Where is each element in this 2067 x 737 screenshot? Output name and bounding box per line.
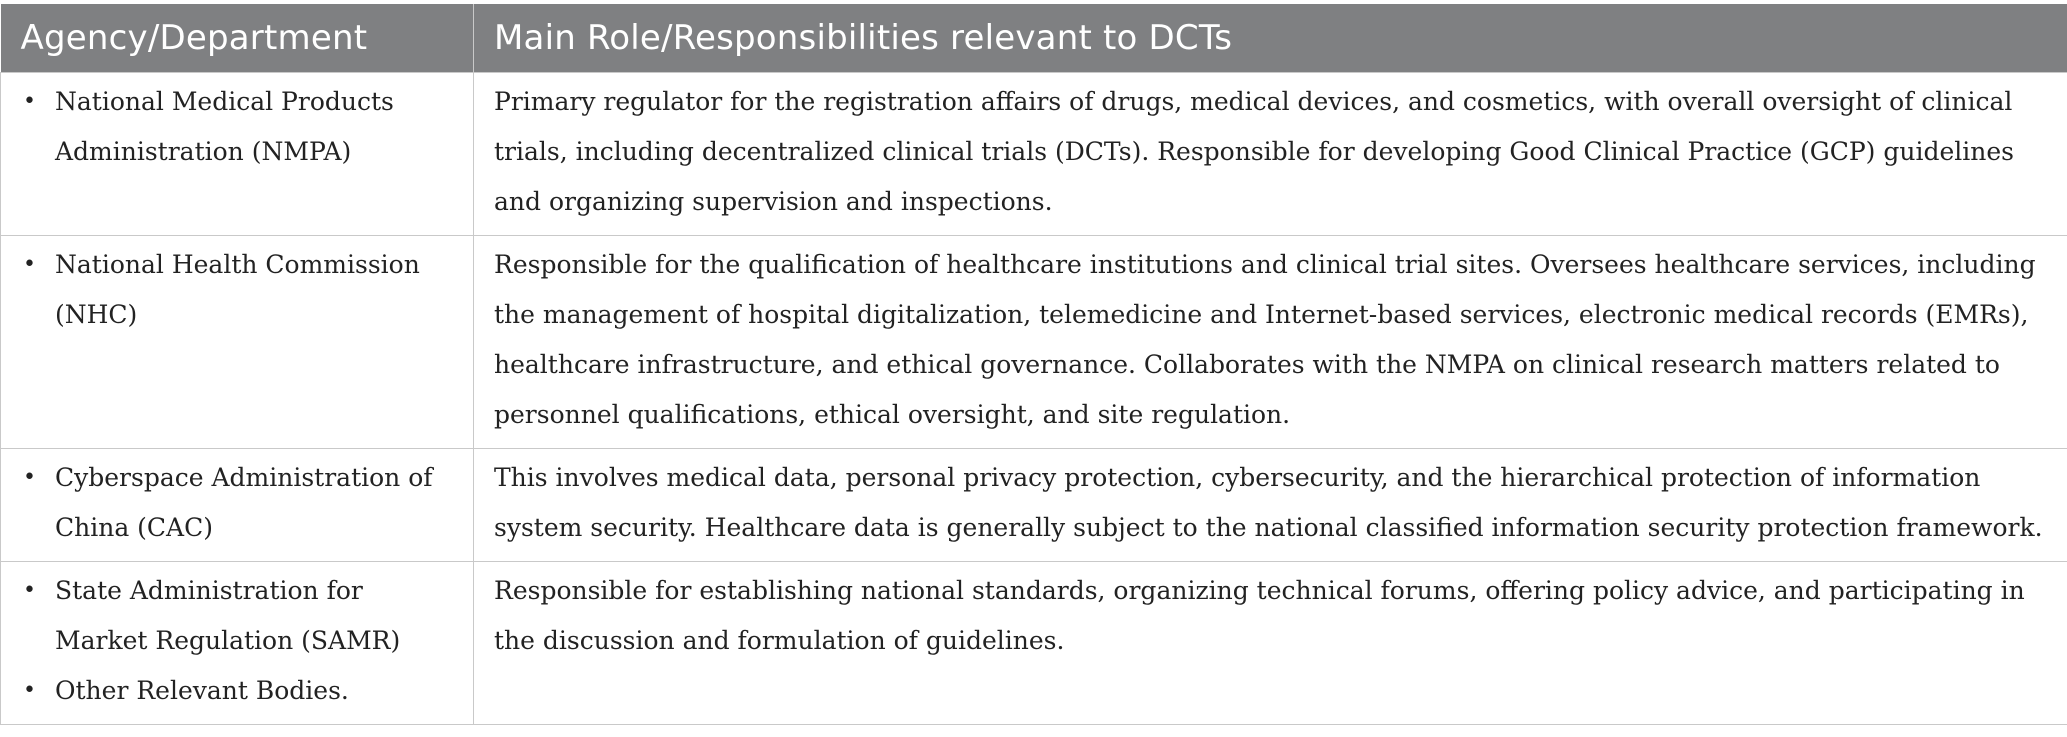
agency-cell — [1, 449, 474, 562]
table-body — [1, 73, 2067, 725]
table-row — [1, 73, 2067, 236]
header-agency: Agency/Department — [1, 4, 474, 73]
header-row — [1, 4, 2067, 73]
agency-item: • Cyberspace Administration of China (CAC) — [23, 453, 461, 553]
role-cell: Responsible for establishing national standards, organizing technical forums, offering policy advice, and participating in the discussion and formulation of guidelines. — [474, 562, 2067, 725]
table-row — [1, 449, 2067, 562]
table-row — [1, 562, 2067, 725]
role-cell: This involves medical data, personal privacy protection, cybersecurity, and the hierarchical protection of information system security. Healthcare data is generally subject to the national classified information security protection framework. — [474, 449, 2067, 562]
regulatory-agencies-table — [0, 4, 2067, 725]
agency-item: • State Administration for Market Regulation (SAMR) — [23, 566, 461, 666]
agency-cell — [1, 73, 474, 236]
agency-item: • Other Relevant Bodies. — [23, 666, 461, 716]
role-cell: Responsible for the qualification of healthcare institutions and clinical trial sites. Oversees healthcare services, including the management of hospital digitalization, telemedicine and Internet-based services, electronic medical records (EMRs), healthcare infrastructure, and ethical governance. Collaborates with the NMPA on clinical research matters related to personnel qualifications, ethical oversight, and site regulation. — [474, 236, 2067, 449]
regulatory-table-container — [0, 4, 2067, 725]
agency-cell — [1, 562, 474, 725]
header-role: Main Role/Responsibilities relevant to DCTs — [474, 4, 2067, 73]
agency-cell — [1, 236, 474, 449]
role-cell: Primary regulator for the registration affairs of drugs, medical devices, and cosmetics, with overall oversight of clinical trials, including decentralized clinical trials (DCTs). Responsible for developing Good Clinical Practice (GCP) guidelines and organizing supervision and inspections. — [474, 73, 2067, 236]
agency-item: • National Health Commission (NHC) — [23, 240, 461, 340]
table-row — [1, 236, 2067, 449]
table-header — [1, 4, 2067, 73]
agency-item: • National Medical Products Administration (NMPA) — [23, 77, 461, 177]
